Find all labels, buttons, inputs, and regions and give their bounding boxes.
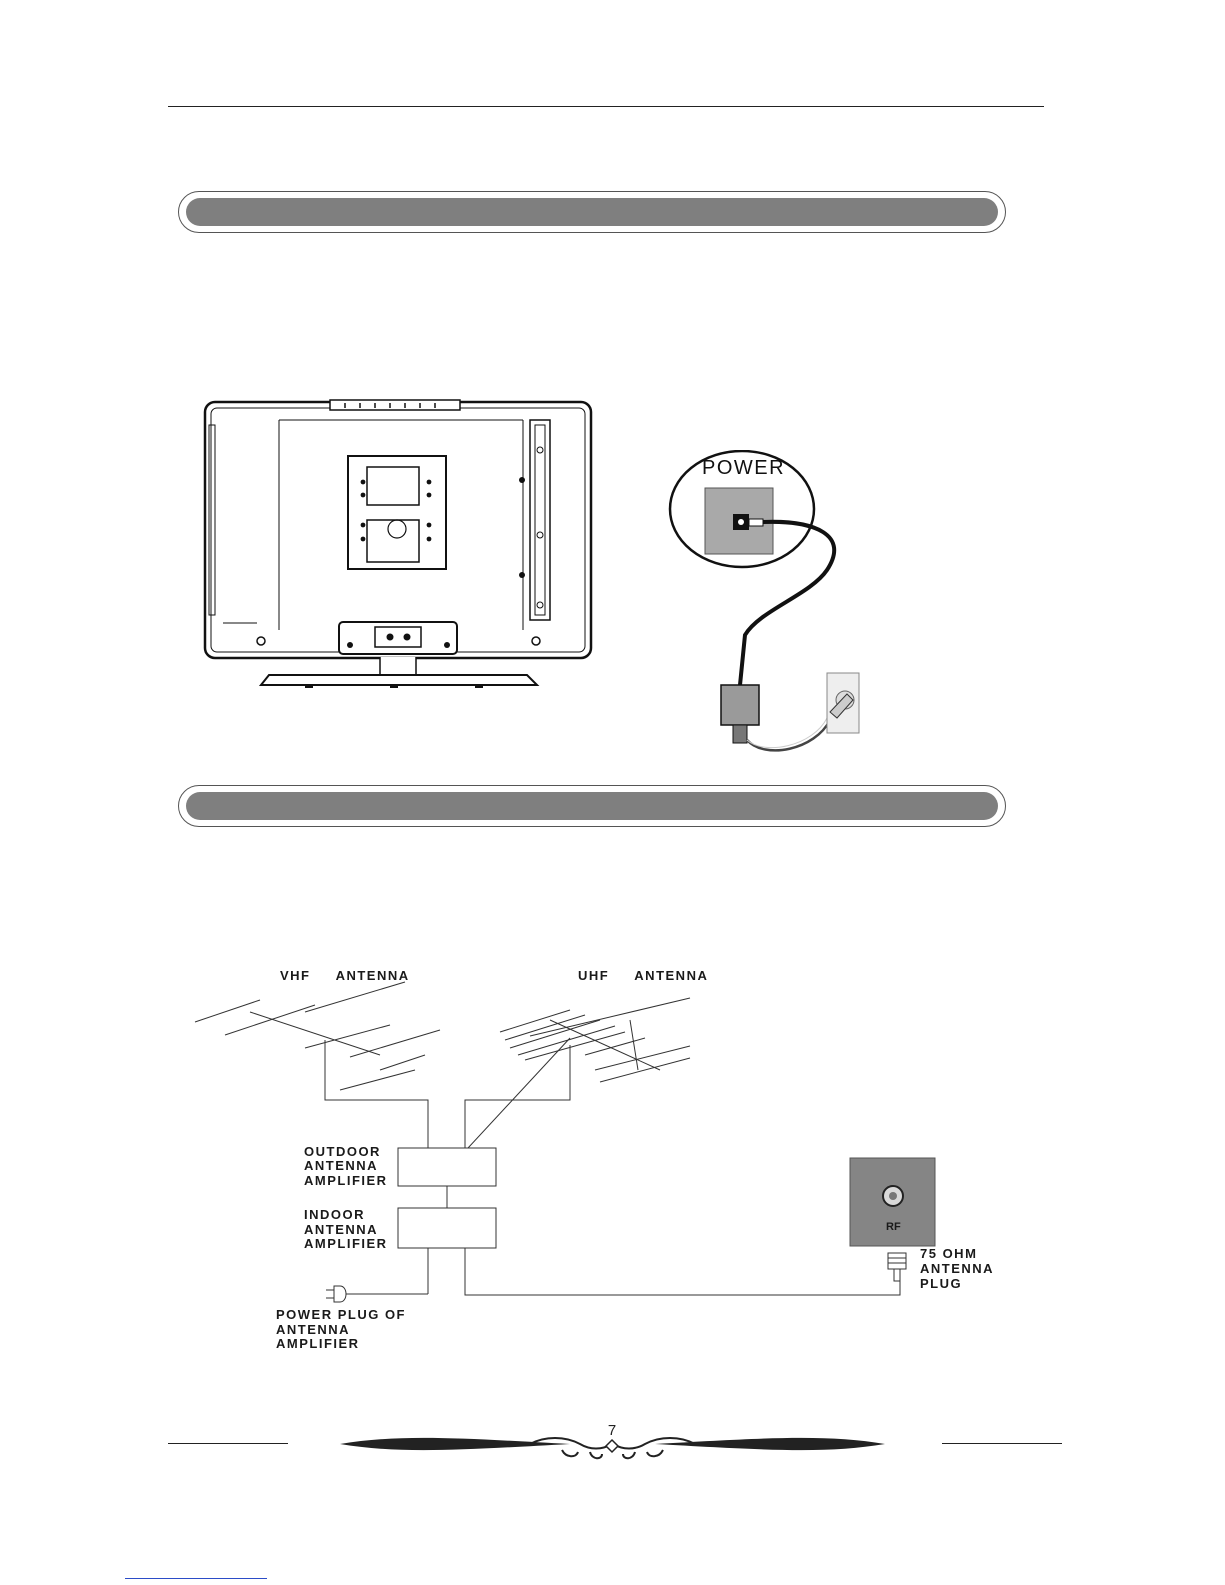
power-connection-illustration (665, 450, 875, 770)
indoor-amplifier-box (398, 1208, 496, 1248)
uhf-antenna-label: UHF ANTENNA (578, 968, 709, 983)
rf-label: RF (886, 1221, 901, 1233)
header-rule (168, 106, 1044, 107)
uhf-antenna-drawing (465, 998, 690, 1148)
indoor-amp-label-1: INDOOR (304, 1207, 365, 1222)
indoor-amp-label-3: AMPLIFIER (304, 1236, 388, 1251)
footer-rule-right (942, 1443, 1062, 1444)
outdoor-amplifier-box (398, 1148, 496, 1186)
power-plug-label-3: AMPLIFIER (276, 1336, 360, 1351)
antenna-plug-label-1: 75 OHM (920, 1246, 978, 1261)
power-plug-label-2: ANTENNA (276, 1322, 351, 1337)
indoor-amp-label-2: ANTENNA (304, 1222, 379, 1237)
section-banner-power-fill (186, 198, 998, 226)
footer-rule-left (168, 1443, 288, 1444)
power-label: POWER (702, 457, 786, 479)
outdoor-amp-label-2: ANTENNA (304, 1158, 379, 1173)
antenna-diagram (190, 960, 1010, 1360)
power-plug-icon (326, 1286, 346, 1302)
power-plug-label-1: POWER PLUG OF (276, 1307, 406, 1322)
bottom-link-underline (125, 1578, 267, 1579)
section-banner-antenna (178, 785, 1006, 827)
antenna-plug-icon (888, 1253, 906, 1281)
page-number: 7 (607, 1422, 617, 1439)
outdoor-amp-label-1: OUTDOOR (304, 1144, 381, 1159)
vhf-antenna-drawing (195, 982, 440, 1148)
antenna-plug-label-2: ANTENNA (920, 1261, 995, 1276)
antenna-plug-label-3: PLUG (920, 1276, 963, 1291)
section-banner-antenna-fill (186, 792, 998, 820)
outdoor-amp-label-3: AMPLIFIER (304, 1173, 388, 1188)
tv-rear-illustration (195, 395, 605, 695)
vhf-antenna-label: VHF ANTENNA (280, 968, 410, 983)
section-banner-power (178, 191, 1006, 233)
